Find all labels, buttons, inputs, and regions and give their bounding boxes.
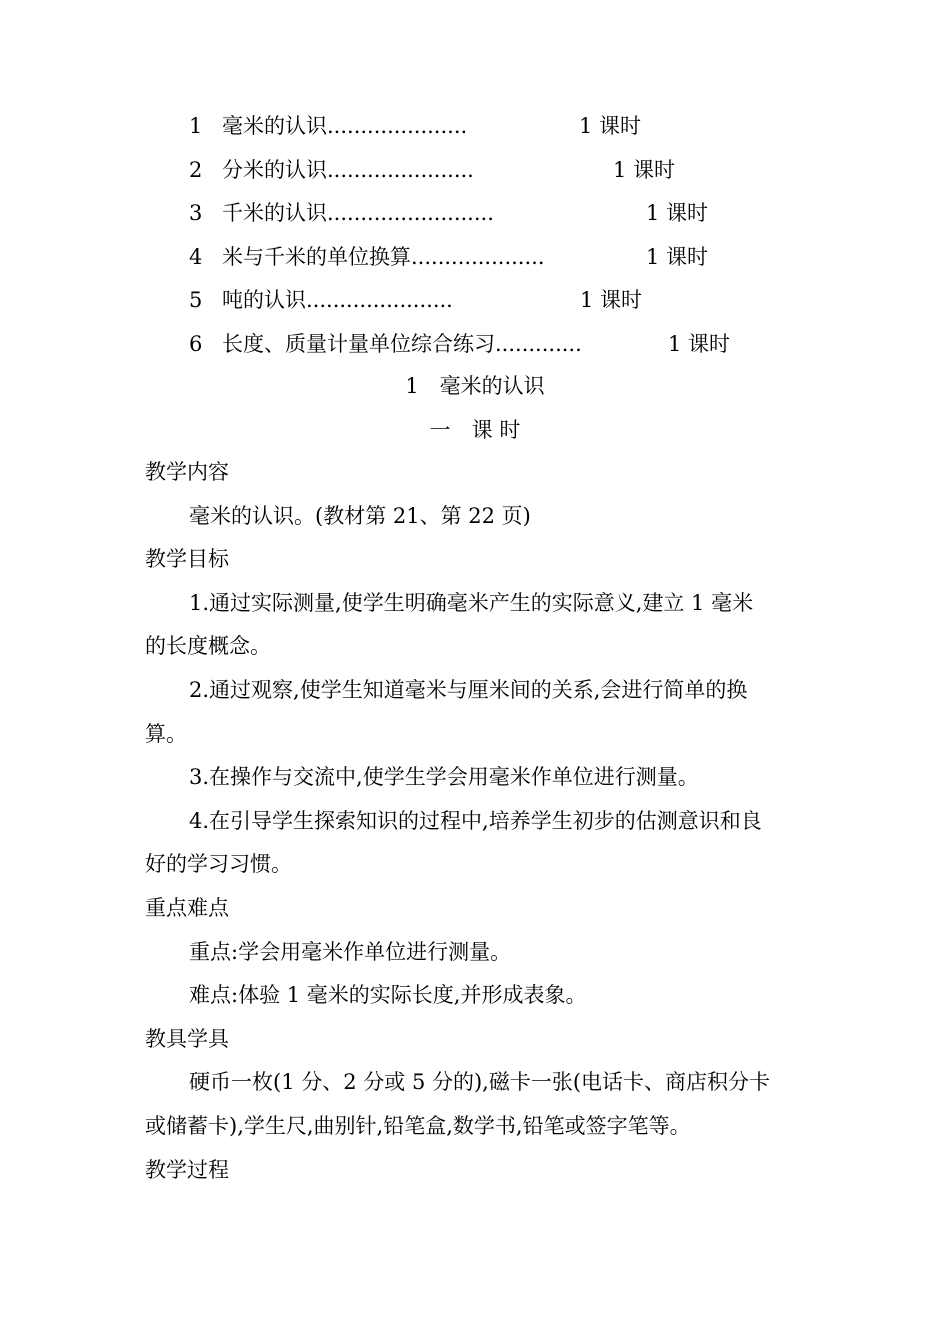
goal-4-line-1: 4.在引导学生探索知识的过程中,培养学生初步的估测意识和良: [189, 808, 762, 833]
table-of-contents: [0, 106, 950, 367]
lesson-title: 1 毫米的认识: [405, 374, 545, 398]
toc-title: 吨的认识......................: [222, 288, 453, 312]
goal-1-line-1: 1.通过实际测量,使学生明确毫米产生的实际意义,建立 1 毫米: [189, 590, 754, 615]
tools-line-1: 硬币一枚(1 分、2 分或 5 分的),磁卡一张(电话卡、商店积分卡: [189, 1070, 771, 1095]
difficult-point: 难点:体验 1 毫米的实际长度,并形成表象。: [189, 983, 587, 1008]
toc-number: 1: [189, 114, 203, 138]
toc-period: 1 课时: [580, 288, 643, 312]
toc-period: 1 课时: [579, 114, 642, 138]
toc-period: 1 课时: [613, 157, 676, 182]
toc-title: 毫米的认识.....................: [222, 114, 468, 138]
lesson-subtitle: 一 课 时: [429, 418, 521, 442]
toc-item: [0, 324, 950, 368]
toc-item: [0, 106, 950, 150]
toc-number: 5: [189, 288, 203, 312]
toc-number: 4: [189, 244, 203, 269]
toc-item: [0, 237, 950, 281]
toc-period: 1 课时: [668, 331, 731, 356]
content-text: 毫米的认识。(教材第 21、第 22 页): [189, 503, 531, 528]
toc-item: [0, 150, 950, 194]
toc-number: 2: [189, 157, 203, 182]
toc-title: 米与千米的单位换算....................: [222, 244, 545, 269]
key-point: 重点:学会用毫米作单位进行测量。: [189, 939, 512, 964]
toc-period: 1 课时: [646, 201, 709, 225]
toc-period: 1 课时: [646, 244, 709, 269]
toc-item: [0, 193, 950, 237]
section-heading-goals: 教学目标: [145, 547, 229, 572]
goal-2-line-1: 2.通过观察,使学生知道毫米与厘米间的关系,会进行简单的换: [189, 677, 748, 702]
toc-item: [0, 280, 950, 324]
toc-number: 3: [189, 201, 203, 225]
goal-3: 3.在操作与交流中,使学生学会用毫米作单位进行测量。: [189, 765, 699, 790]
section-heading-tools: 教具学具: [145, 1026, 229, 1051]
toc-title: 长度、质量计量单位综合练习.............: [222, 331, 582, 356]
goal-2-line-2: 算。: [145, 721, 187, 746]
toc-number: 6: [189, 331, 203, 356]
toc-title: 千米的认识.........................: [222, 201, 494, 225]
toc-title: 分米的认识......................: [222, 157, 474, 182]
section-heading-key-points: 重点难点: [145, 895, 229, 920]
goal-4-line-2: 好的学习习惯。: [145, 852, 292, 877]
section-heading-process: 教学过程: [145, 1157, 229, 1182]
section-heading-content: 教学内容: [145, 460, 229, 484]
lesson-body: [145, 451, 807, 1192]
goal-1-line-2: 的长度概念。: [145, 634, 271, 659]
tools-line-2: 或储蓄卡),学生尺,曲别针,铅笔盒,数学书,铅笔或签字笔等。: [145, 1113, 691, 1138]
